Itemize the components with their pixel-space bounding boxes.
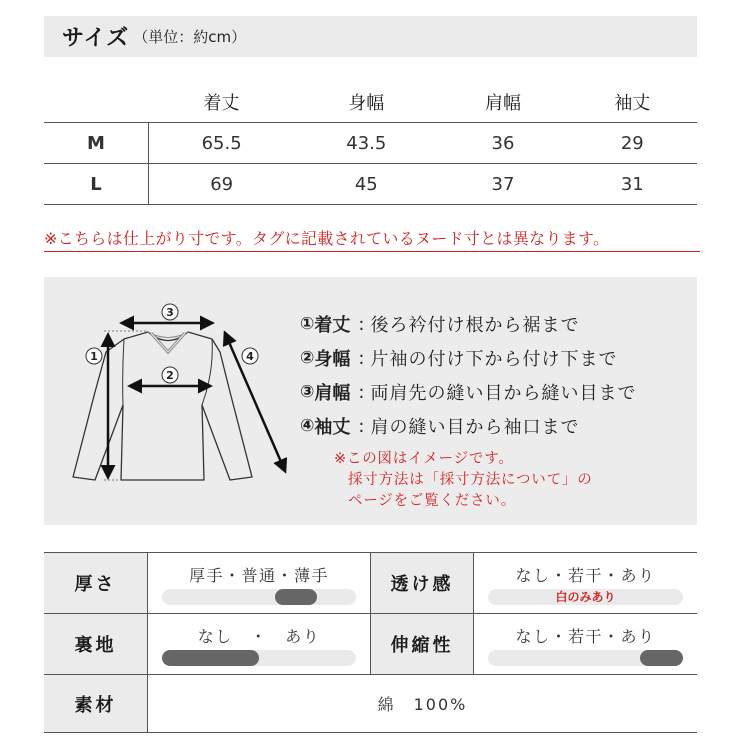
table-row [44,164,697,205]
disclaimer-line: 採寸方法は「採寸方法について」の [348,472,593,488]
spec-label-material: 素材 [44,675,148,732]
size-table-header [44,82,697,123]
legend-term: 着丈 [314,315,351,336]
legend-separator: : [358,313,365,335]
legend-description: 両肩先の縫い目から縫い目まで [370,383,637,404]
legend-term: 袖丈 [314,417,351,438]
measurement-legend [300,307,636,443]
legend-separator: : [358,415,365,437]
table-cell: 43.5 [294,123,438,164]
size-table [44,82,697,205]
legend-item [300,409,636,443]
table-cell: 65.5 [149,123,295,164]
legend-number: ③ [300,382,315,402]
legend-separator: : [358,347,365,369]
table-cell: 36 [438,123,567,164]
spec-value-transparency [474,553,697,613]
spec-options: 厚手・普通・薄手 [188,566,329,585]
spec-value-lining [148,614,370,674]
svg-text:3: 3 [166,306,174,319]
spec-row [44,553,697,614]
spec-label-thickness: 厚さ [44,553,148,613]
page-title: サイズ [62,26,130,51]
spec-value-stretch [474,614,697,674]
title-bar [44,16,697,57]
table-cell: 69 [149,164,295,205]
legend-term: 肩幅 [314,383,351,404]
spec-label-stretch: 伸縮性 [370,614,474,674]
disclaimer-line: ページをご覧ください。 [348,493,517,509]
legend-item [300,307,636,341]
spec-value-thickness [148,553,370,613]
unit-label: （単位：約cm） [133,28,247,46]
spec-options: なし・若干・あり [515,627,656,646]
scale-track [488,650,683,666]
measurement-diagram-panel [44,277,697,525]
legend-term: 身幅 [314,349,351,370]
legend-separator: : [358,381,365,403]
table-row [44,123,697,164]
size-label: L [44,164,149,205]
spec-label-lining: 裏地 [44,614,148,674]
spec-row [44,614,697,675]
size-label: M [44,123,149,164]
table-cell: 37 [438,164,567,205]
corner-cell [44,82,149,123]
legend-item [300,375,636,409]
table-cell: 29 [568,123,697,164]
image-disclaimer [334,449,593,512]
table-cell: 45 [294,164,438,205]
spec-value-material: 綿 100% [377,695,468,714]
legend-number: ② [300,348,315,368]
svg-text:1: 1 [90,350,98,363]
scale-indicator [640,650,683,666]
column-header: 着丈 [203,93,240,114]
legend-item [300,341,636,375]
spec-options: なし・若干・あり [515,566,656,585]
column-header: 身幅 [348,93,385,114]
spec-options: なし ・ あり [197,627,321,646]
scale-indicator [275,589,318,605]
legend-description: 片袖の付け下から付け下まで [370,349,618,370]
table-cell: 31 [568,164,697,205]
scale-track [162,589,356,605]
legend-number: ① [300,314,315,334]
transparency-note: 白のみあり [555,590,616,604]
spec-label-transparency: 透け感 [370,553,474,613]
scale-indicator [162,650,259,666]
svg-text:4: 4 [246,350,254,363]
legend-description: 後ろ衿付け根から裾まで [370,315,580,336]
svg-text:2: 2 [166,369,174,382]
shirt-diagram-icon [60,297,292,497]
spec-row [44,675,697,733]
scale-track [162,650,356,666]
column-header: 袖丈 [614,93,651,114]
legend-number: ④ [300,416,315,436]
disclaimer-line: ※この図はイメージです。 [334,451,514,467]
column-header: 肩幅 [484,93,521,114]
legend-description: 肩の縫い目から袖口まで [370,417,580,438]
fabric-spec-table [44,552,697,733]
finished-size-notice: ※こちらは仕上がり寸です。タグに記載されているヌード寸とは異なります。 [44,226,700,252]
